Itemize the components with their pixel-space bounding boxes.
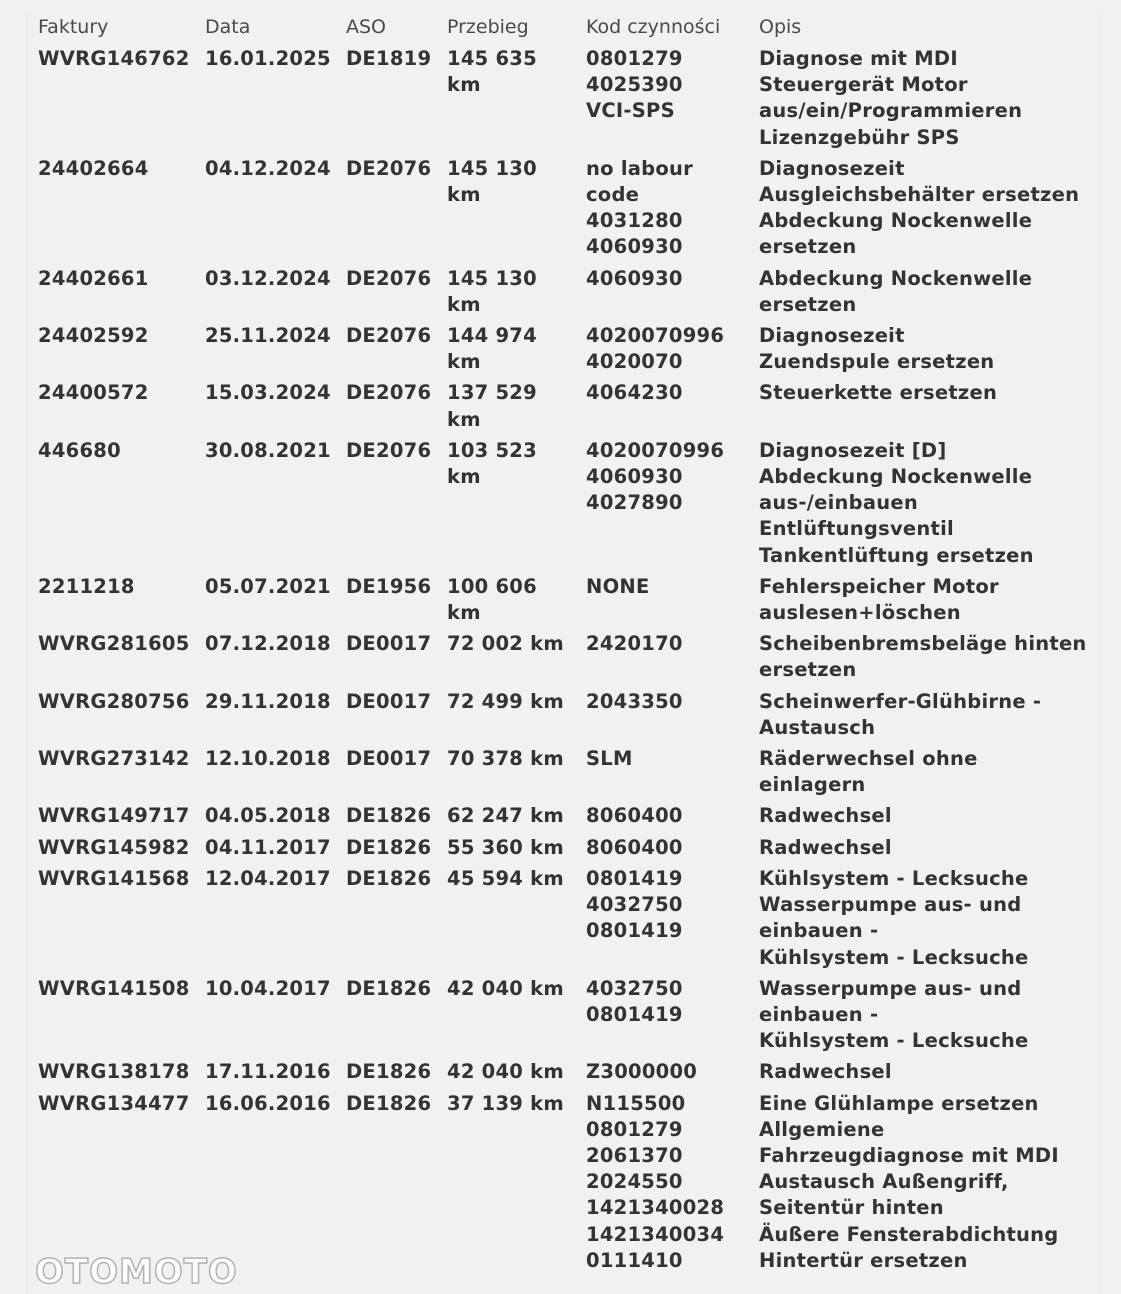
cell-aso xyxy=(343,323,444,380)
cell-invoice xyxy=(35,1059,202,1090)
cell-description-line: Steuergerät Motor xyxy=(759,73,968,97)
cell-date-line: 15.03.2024 xyxy=(205,381,331,405)
cell-invoice-line: 24400572 xyxy=(38,381,149,405)
cell-invoice xyxy=(35,976,202,1060)
cell-mileage-line: km xyxy=(447,407,481,431)
cell-date-line: 03.12.2024 xyxy=(205,266,331,290)
cell-mileage-line: 145 130 xyxy=(447,156,537,180)
cell-description xyxy=(756,156,1097,266)
cell-operation-code-line: 4020070 xyxy=(586,350,683,374)
cell-invoice xyxy=(35,866,202,976)
cell-mileage xyxy=(444,323,583,380)
cell-aso-line: DE2076 xyxy=(346,266,432,290)
cell-operation-code-line: 0801419 xyxy=(586,1002,683,1026)
cell-description xyxy=(756,689,1097,746)
cell-invoice xyxy=(35,803,202,834)
cell-mileage xyxy=(444,380,583,437)
cell-mileage-line: 72 499 km xyxy=(447,689,564,713)
cell-operation-code xyxy=(583,631,756,688)
cell-description xyxy=(756,866,1097,976)
cell-invoice-line: WVRG138178 xyxy=(38,1060,190,1084)
cell-invoice xyxy=(35,46,202,156)
cell-invoice xyxy=(35,266,202,323)
cell-operation-code-line: 4027890 xyxy=(586,491,683,515)
cell-mileage xyxy=(444,266,583,323)
cell-invoice xyxy=(35,156,202,266)
cell-description-line: Radwechsel xyxy=(759,804,892,828)
cell-date xyxy=(202,866,343,976)
header-operation-code: Kod czynności xyxy=(586,16,721,38)
cell-operation-code-line: 8060400 xyxy=(586,835,683,859)
cell-operation-code-line: 8060400 xyxy=(586,804,683,828)
cell-mileage-line: 42 040 km xyxy=(447,1060,564,1084)
cell-aso-line: DE2076 xyxy=(346,381,432,405)
cell-operation-code xyxy=(583,156,756,266)
cell-mileage xyxy=(444,438,583,574)
cell-date-line: 30.08.2021 xyxy=(205,438,331,462)
cell-date xyxy=(202,631,343,688)
cell-description-line: Zuendspule ersetzen xyxy=(759,350,995,374)
table-row xyxy=(35,866,1097,976)
cell-mileage-line: 103 523 xyxy=(447,438,537,462)
cell-aso xyxy=(343,1091,444,1279)
cell-mileage xyxy=(444,689,583,746)
cell-aso xyxy=(343,803,444,834)
cell-operation-code-line: code xyxy=(586,183,640,207)
cell-operation-code xyxy=(583,380,756,437)
cell-operation-code-line: 2420170 xyxy=(586,632,683,656)
cell-mileage xyxy=(444,574,583,631)
cell-description-line: Eine Glühlampe ersetzen xyxy=(759,1091,1039,1115)
cell-operation-code xyxy=(583,323,756,380)
cell-invoice-line: 446680 xyxy=(38,438,121,462)
cell-date xyxy=(202,46,343,156)
cell-operation-code-line: 4032750 xyxy=(586,893,683,917)
cell-description-line: ersetzen xyxy=(759,292,857,316)
cell-description xyxy=(756,266,1097,323)
cell-invoice-line: 24402664 xyxy=(38,156,149,180)
cell-mileage xyxy=(444,976,583,1060)
cell-date xyxy=(202,803,343,834)
cell-description xyxy=(756,323,1097,380)
cell-operation-code xyxy=(583,803,756,834)
cell-mileage xyxy=(444,803,583,834)
cell-invoice-line: 2211218 xyxy=(38,574,135,598)
table-header-row xyxy=(35,16,1097,46)
cell-description-line: Kühlsystem - Lecksuche xyxy=(759,1029,1029,1053)
cell-mileage xyxy=(444,156,583,266)
cell-description-line: einbauen - xyxy=(759,1002,879,1026)
cell-date-line: 29.11.2018 xyxy=(205,689,331,713)
cell-description-line: Räderwechsel ohne xyxy=(759,747,978,771)
cell-invoice xyxy=(35,746,202,803)
cell-date-line: 16.06.2016 xyxy=(205,1091,331,1115)
cell-description-line: Radwechsel xyxy=(759,1060,892,1084)
cell-invoice-line: WVRG145982 xyxy=(38,835,190,859)
cell-operation-code xyxy=(583,46,756,156)
cell-aso-line: DE2076 xyxy=(346,438,432,462)
cell-aso xyxy=(343,835,444,866)
cell-description xyxy=(756,1091,1097,1279)
cell-operation-code-line: 1421340028 xyxy=(586,1196,725,1220)
table-row xyxy=(35,1091,1097,1279)
cell-mileage-line: 70 378 km xyxy=(447,747,564,771)
cell-description-line: Wasserpumpe aus- und xyxy=(759,893,1022,917)
table-row xyxy=(35,689,1097,746)
table-row xyxy=(35,438,1097,574)
cell-operation-code-line: SLM xyxy=(586,747,633,771)
cell-mileage xyxy=(444,1059,583,1090)
cell-aso xyxy=(343,689,444,746)
cell-mileage-line: 55 360 km xyxy=(447,835,564,859)
header-invoices: Faktury xyxy=(38,16,109,38)
cell-mileage-line: km xyxy=(447,350,481,374)
service-history-panel xyxy=(26,14,1100,1294)
cell-description-line: Wasserpumpe aus- und xyxy=(759,976,1022,1000)
cell-date xyxy=(202,438,343,574)
cell-description-line: Abdeckung Nockenwelle xyxy=(759,266,1033,290)
cell-operation-code-line: VCI-SPS xyxy=(586,99,675,123)
cell-description-line: aus/ein/Programmieren xyxy=(759,99,1023,123)
cell-description xyxy=(756,380,1097,437)
cell-description xyxy=(756,976,1097,1060)
cell-description-line: Fahrzeugdiagnose mit MDI xyxy=(759,1143,1059,1167)
table-row xyxy=(35,380,1097,437)
cell-description-line: Hintertür ersetzen xyxy=(759,1248,968,1272)
cell-operation-code-line: 0801279 xyxy=(586,1117,683,1141)
cell-invoice-line: WVRG134477 xyxy=(38,1091,190,1115)
cell-date xyxy=(202,1091,343,1279)
cell-description-line: Tankentlüftung ersetzen xyxy=(759,543,1034,567)
cell-description-line: Diagnosezeit xyxy=(759,324,905,348)
cell-operation-code-line: 4064230 xyxy=(586,381,683,405)
cell-date xyxy=(202,976,343,1060)
cell-operation-code xyxy=(583,1091,756,1279)
cell-operation-code-line: 0801279 xyxy=(586,47,683,70)
cell-description-line: Austausch Außengriff, xyxy=(759,1170,1009,1194)
cell-invoice xyxy=(35,438,202,574)
cell-date xyxy=(202,1059,343,1090)
table-row xyxy=(35,46,1097,156)
table-row xyxy=(35,266,1097,323)
cell-description xyxy=(756,574,1097,631)
cell-aso xyxy=(343,574,444,631)
cell-mileage-line: 62 247 km xyxy=(447,804,564,828)
cell-invoice-line: WVRG281605 xyxy=(38,632,190,656)
cell-description xyxy=(756,46,1097,156)
cell-aso-line: DE1826 xyxy=(346,866,432,890)
cell-aso-line: DE1956 xyxy=(346,574,432,598)
cell-operation-code-line: 4060930 xyxy=(586,266,683,290)
cell-aso xyxy=(343,866,444,976)
cell-operation-code-line: 2043350 xyxy=(586,689,683,713)
cell-invoice xyxy=(35,631,202,688)
cell-invoice xyxy=(35,1091,202,1279)
table-row xyxy=(35,323,1097,380)
cell-mileage xyxy=(444,746,583,803)
table-row xyxy=(35,835,1097,866)
cell-operation-code xyxy=(583,266,756,323)
cell-description-line: Kühlsystem - Lecksuche xyxy=(759,945,1029,969)
header-mileage: Przebieg xyxy=(447,16,529,38)
cell-aso-line: DE1819 xyxy=(346,47,432,70)
cell-invoice-line: WVRG280756 xyxy=(38,689,190,713)
cell-description-line: ersetzen xyxy=(759,658,857,682)
cell-mileage xyxy=(444,866,583,976)
cell-operation-code xyxy=(583,438,756,574)
cell-description-line: Fehlerspeicher Motor xyxy=(759,574,999,598)
cell-operation-code-line: 2061370 xyxy=(586,1143,683,1167)
cell-aso-line: DE1826 xyxy=(346,835,432,859)
cell-date xyxy=(202,380,343,437)
cell-mileage-line: 137 529 xyxy=(447,381,537,405)
cell-description-line: Entlüftungsventil xyxy=(759,517,954,541)
cell-date-line: 07.12.2018 xyxy=(205,632,331,656)
cell-description-line: Seitentür hinten xyxy=(759,1196,944,1220)
cell-invoice-line: 24402661 xyxy=(38,266,149,290)
table-row xyxy=(35,631,1097,688)
cell-date xyxy=(202,835,343,866)
cell-operation-code-line: 4060930 xyxy=(586,465,683,489)
cell-operation-code-line: 4031280 xyxy=(586,209,683,233)
cell-operation-code-line: 0801419 xyxy=(586,866,683,890)
cell-operation-code-line: 4020070996 xyxy=(586,324,725,348)
cell-aso xyxy=(343,1059,444,1090)
cell-mileage-line: km xyxy=(447,465,481,489)
cell-operation-code-line: 0801419 xyxy=(586,919,683,943)
cell-description-line: Diagnosezeit xyxy=(759,156,905,180)
cell-invoice-line: WVRG149717 xyxy=(38,804,190,828)
cell-operation-code-line: 4032750 xyxy=(586,976,683,1000)
cell-operation-code xyxy=(583,866,756,976)
cell-description-line: Ausgleichsbehälter ersetzen xyxy=(759,183,1080,207)
cell-invoice-line: WVRG273142 xyxy=(38,747,190,771)
cell-operation-code-line: 1421340034 xyxy=(586,1222,725,1246)
cell-description-line: Lizenzgebühr SPS xyxy=(759,125,960,149)
cell-aso xyxy=(343,438,444,574)
cell-description-line: Scheinwerfer-Glühbirne - xyxy=(759,689,1042,713)
cell-mileage-line: 145 635 xyxy=(447,47,537,70)
cell-description xyxy=(756,438,1097,574)
cell-date-line: 04.05.2018 xyxy=(205,804,331,828)
cell-mileage-line: km xyxy=(447,183,481,207)
cell-mileage-line: 37 139 km xyxy=(447,1091,564,1115)
cell-description-line: Äußere Fensterabdichtung xyxy=(759,1222,1059,1246)
cell-aso xyxy=(343,976,444,1060)
cell-operation-code xyxy=(583,976,756,1060)
cell-aso xyxy=(343,746,444,803)
table-row xyxy=(35,803,1097,834)
cell-mileage-line: 72 002 km xyxy=(447,632,564,656)
cell-description-line: Abdeckung Nockenwelle xyxy=(759,209,1033,233)
cell-mileage xyxy=(444,46,583,156)
cell-mileage xyxy=(444,835,583,866)
cell-aso-line: DE2076 xyxy=(346,324,432,348)
cell-mileage-line: 145 130 xyxy=(447,266,537,290)
cell-date-line: 10.04.2017 xyxy=(205,976,331,1000)
cell-operation-code-line: 4025390 xyxy=(586,73,683,97)
cell-date xyxy=(202,746,343,803)
cell-description-line: Diagnosezeit [D] xyxy=(759,438,947,462)
cell-aso xyxy=(343,380,444,437)
cell-invoice xyxy=(35,574,202,631)
cell-description-line: Steuerkette ersetzen xyxy=(759,381,998,405)
cell-operation-code-line: 4060930 xyxy=(586,235,683,259)
cell-description-line: Diagnose mit MDI xyxy=(759,47,958,70)
header-description: Opis xyxy=(759,16,802,38)
cell-invoice-line: 24402592 xyxy=(38,324,149,348)
cell-mileage xyxy=(444,1091,583,1279)
cell-operation-code xyxy=(583,1059,756,1090)
cell-description-line: Radwechsel xyxy=(759,835,892,859)
cell-aso-line: DE1826 xyxy=(346,1091,432,1115)
cell-aso xyxy=(343,46,444,156)
cell-aso-line: DE0017 xyxy=(346,689,432,713)
cell-date xyxy=(202,689,343,746)
cell-description-line: ersetzen xyxy=(759,235,857,259)
cell-aso xyxy=(343,631,444,688)
cell-description-line: einbauen - xyxy=(759,919,879,943)
cell-description-line: Allgemiene xyxy=(759,1117,885,1141)
cell-mileage xyxy=(444,631,583,688)
cell-aso-line: DE0017 xyxy=(346,747,432,771)
cell-invoice xyxy=(35,380,202,437)
table-row xyxy=(35,156,1097,266)
cell-aso xyxy=(343,156,444,266)
cell-operation-code-line: 2024550 xyxy=(586,1170,683,1194)
cell-date xyxy=(202,266,343,323)
cell-operation-code-line: N115500 xyxy=(586,1091,686,1115)
cell-aso-line: DE0017 xyxy=(346,632,432,656)
cell-description-line: auslesen+löschen xyxy=(759,601,961,625)
cell-date-line: 05.07.2021 xyxy=(205,574,331,598)
cell-description xyxy=(756,631,1097,688)
cell-aso xyxy=(343,266,444,323)
cell-mileage-line: 42 040 km xyxy=(447,976,564,1000)
cell-description xyxy=(756,803,1097,834)
cell-aso-line: DE2076 xyxy=(346,156,432,180)
cell-date-line: 16.01.2025 xyxy=(205,47,331,70)
cell-date-line: 12.04.2017 xyxy=(205,866,331,890)
cell-date xyxy=(202,156,343,266)
cell-mileage-line: km xyxy=(447,73,481,97)
cell-operation-code xyxy=(583,574,756,631)
cell-description xyxy=(756,746,1097,803)
cell-operation-code-line: 0111410 xyxy=(586,1248,683,1272)
cell-mileage-line: km xyxy=(447,601,481,625)
cell-date xyxy=(202,574,343,631)
cell-aso-line: DE1826 xyxy=(346,1060,432,1084)
table-row xyxy=(35,1059,1097,1090)
cell-mileage-line: 144 974 xyxy=(447,324,537,348)
cell-description xyxy=(756,1059,1097,1090)
cell-description-line: Scheibenbremsbeläge hinten xyxy=(759,632,1087,656)
header-aso: ASO xyxy=(346,16,387,38)
cell-description-line: einlagern xyxy=(759,773,866,797)
cell-date-line: 12.10.2018 xyxy=(205,747,331,771)
otomoto-watermark: OTOMOTO xyxy=(35,1252,238,1292)
cell-description-line: Austausch xyxy=(759,715,876,739)
cell-date-line: 04.12.2024 xyxy=(205,156,331,180)
cell-invoice-line: WVRG146762 xyxy=(38,47,190,70)
table-row xyxy=(35,746,1097,803)
cell-description xyxy=(756,835,1097,866)
cell-operation-code-line: NONE xyxy=(586,574,650,598)
cell-description-line: Abdeckung Nockenwelle xyxy=(759,465,1033,489)
table-row xyxy=(35,976,1097,1060)
header-date: Data xyxy=(205,16,251,38)
cell-description-line: aus-/einbauen xyxy=(759,491,919,515)
cell-mileage-line: km xyxy=(447,292,481,316)
cell-date-line: 17.11.2016 xyxy=(205,1060,331,1084)
cell-operation-code-line: no labour xyxy=(586,156,694,180)
cell-invoice-line: WVRG141568 xyxy=(38,866,190,890)
service-history-table xyxy=(35,16,1097,1279)
cell-mileage-line: 45 594 km xyxy=(447,866,564,890)
cell-operation-code xyxy=(583,746,756,803)
cell-aso-line: DE1826 xyxy=(346,976,432,1000)
cell-invoice xyxy=(35,323,202,380)
cell-invoice xyxy=(35,689,202,746)
cell-invoice xyxy=(35,835,202,866)
cell-date-line: 25.11.2024 xyxy=(205,324,331,348)
cell-operation-code xyxy=(583,835,756,866)
cell-operation-code-line: 4020070996 xyxy=(586,438,725,462)
cell-date xyxy=(202,323,343,380)
cell-invoice-line: WVRG141508 xyxy=(38,976,190,1000)
cell-operation-code-line: Z3000000 xyxy=(586,1060,698,1084)
cell-description-line: Kühlsystem - Lecksuche xyxy=(759,866,1029,890)
cell-mileage-line: 100 606 xyxy=(447,574,537,598)
cell-operation-code xyxy=(583,689,756,746)
cell-date-line: 04.11.2017 xyxy=(205,835,331,859)
table-row xyxy=(35,574,1097,631)
cell-aso-line: DE1826 xyxy=(346,804,432,828)
